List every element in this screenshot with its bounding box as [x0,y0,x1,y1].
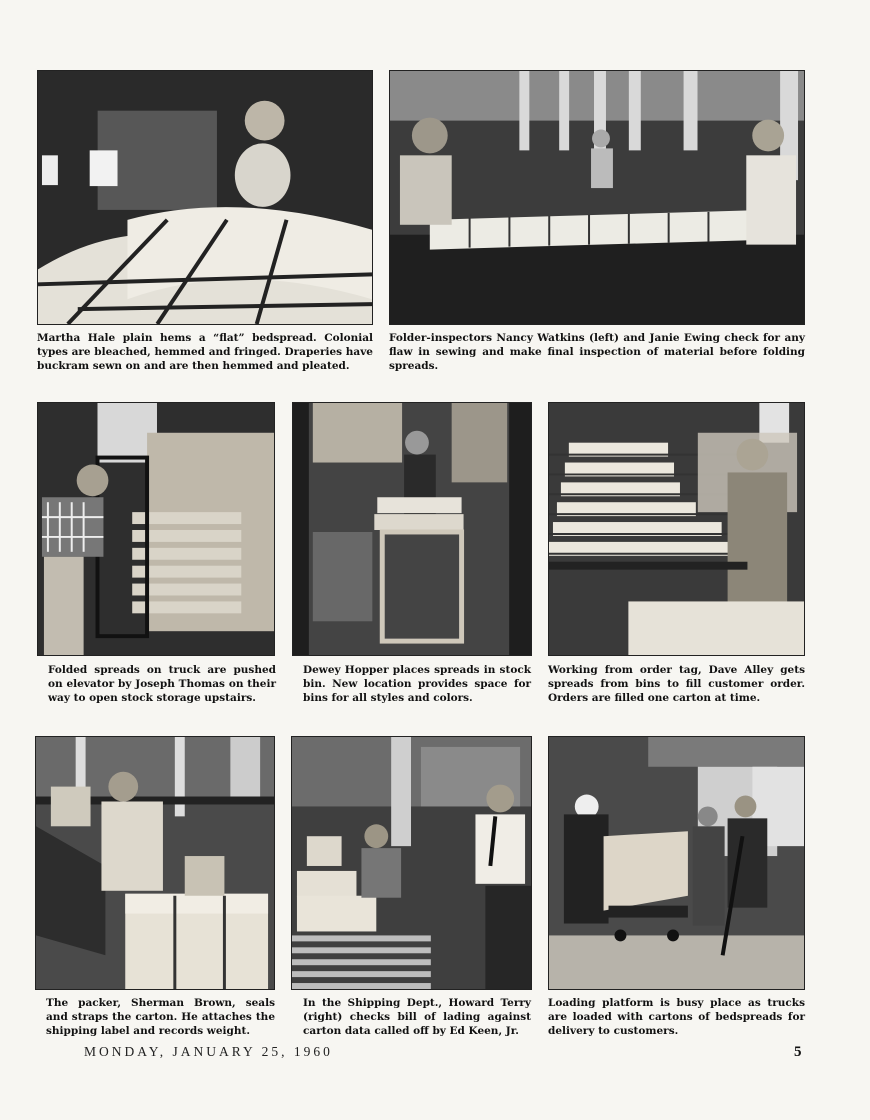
photo-packer-image [36,737,274,989]
photo-packer [35,736,275,990]
footer-date: MONDAY, JANUARY 25, 1960 [84,1044,333,1059]
caption-hemming: Martha Hale plain hems a “flat” bedspread. Colonial types are bleached, hemmed and fringed. Draperies have buckram sewn on and are then hemmed and pleated. [37,332,373,372]
photo-stock-bin-image [293,403,531,655]
caption-stock-bin: Dewey Hopper places spreads in stock bin. New location provides space for bins for all styles and colors. [303,664,531,704]
page-number: 5 [794,1044,802,1060]
photo-hemming-image [38,71,372,324]
photo-folder-inspectors-image [390,71,804,324]
caption-packer: The packer, Sherman Brown, seals and straps the carton. He attaches the shipping label and records weight. [46,997,275,1037]
photo-elevator-truck [37,402,275,656]
photo-order-tag-image [549,403,804,655]
photo-stock-bin [292,402,532,656]
caption-shipping-dept: In the Shipping Dept., Howard Terry (right) checks bill of lading against carton data called off by Ed Keen, Jr. [303,997,531,1037]
photo-hemming [37,70,373,325]
photo-folder-inspectors [389,70,805,325]
photo-shipping-dept-image [292,737,531,989]
caption-elevator-truck: Folded spreads on truck are pushed on elevator by Joseph Thomas on their way to open stock storage upstairs. [48,664,276,704]
photo-loading-platform-image [549,737,804,989]
photo-elevator-truck-image [38,403,274,655]
caption-folder-inspectors: Folder-inspectors Nancy Watkins (left) and Janie Ewing check for any flaw in sewing and make final inspection of material before folding spreads. [389,332,805,372]
photo-order-tag [548,402,805,656]
photo-shipping-dept [291,736,532,990]
caption-loading-platform: Loading platform is busy place as trucks are loaded with cartons of bedspreads for delivery to customers. [548,997,805,1037]
caption-order-tag: Working from order tag, Dave Alley gets spreads from bins to fill customer order. Orders are filled one carton at time. [548,664,805,704]
photo-loading-platform [548,736,805,990]
